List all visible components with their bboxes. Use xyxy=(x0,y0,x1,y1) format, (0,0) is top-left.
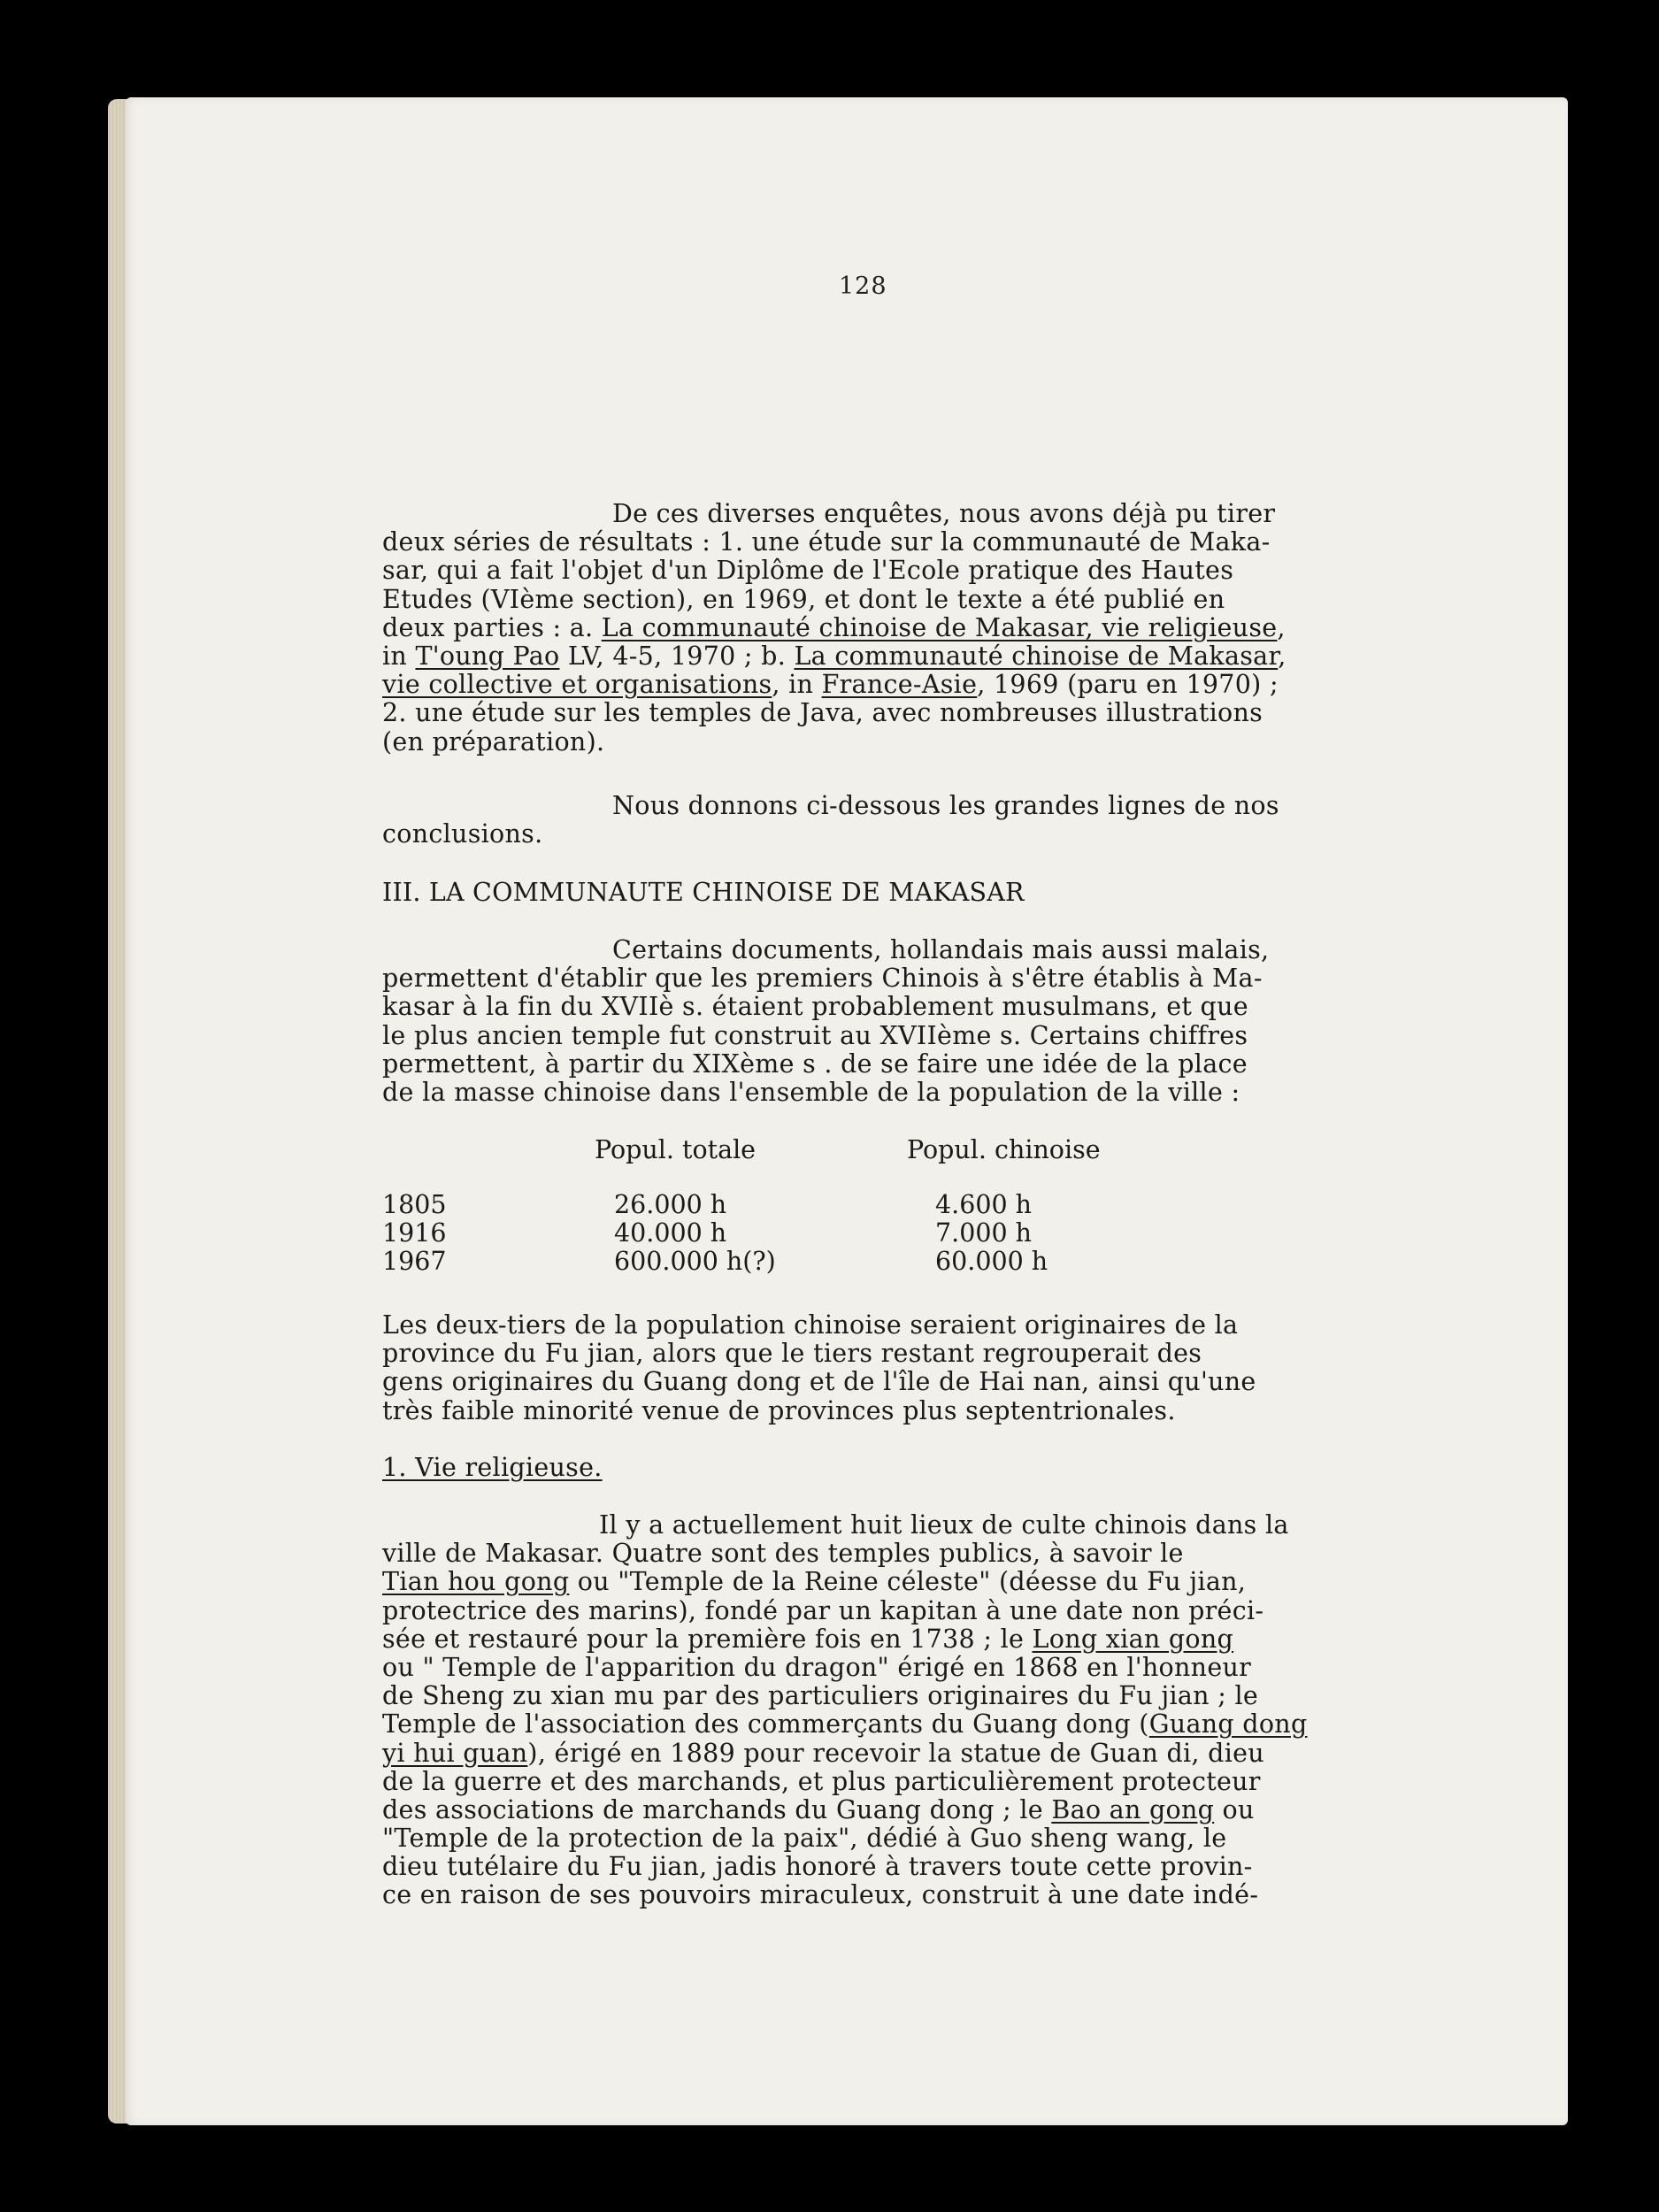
text-segment: in xyxy=(382,641,416,671)
text-line xyxy=(382,1740,1426,1768)
text-line xyxy=(382,1682,1426,1710)
text-segment: ), érigé en 1889 pour recevoir la statue de Guan di, dieu xyxy=(527,1738,1264,1768)
underlined-reference: Long xian gong xyxy=(1032,1624,1234,1654)
text-segment: permettent, à partir du XIXème s . de se faire une idée de la place xyxy=(382,1048,1248,1079)
text-segment: sée et restauré pour la première fois en 1738 ; le xyxy=(382,1624,1033,1654)
text-line xyxy=(382,528,1426,557)
paragraph-lieux-de-culte xyxy=(382,1511,1426,1910)
subheading-text: 1. Vie religieuse. xyxy=(382,1453,603,1482)
text-line xyxy=(382,1568,1426,1596)
text-segment: gens originaires du Guang dong et de l'île de Hai nan, ainsi qu'une xyxy=(382,1367,1256,1397)
text-line xyxy=(382,614,1426,642)
text-line xyxy=(382,1540,1426,1568)
text-segment: Temple de l'association des commerçants du Guang dong ( xyxy=(382,1709,1149,1740)
table-cell-year: 1967 xyxy=(382,1247,447,1276)
text-line xyxy=(382,557,1426,585)
text-line xyxy=(382,586,1426,614)
text-line xyxy=(382,1311,1426,1340)
text-segment: province du Fu jian, alors que le tiers restant regrouperait des xyxy=(382,1339,1202,1369)
text-segment: très faible minorité venue de provinces plus septentrionales. xyxy=(382,1395,1176,1425)
text-line xyxy=(382,1340,1426,1368)
text-line xyxy=(382,820,1426,849)
text-segment: Les deux-tiers de la population chinoise seraient originaires de la xyxy=(382,1310,1239,1340)
page-number: 128 xyxy=(839,273,887,300)
underlined-reference: yi hui guan xyxy=(382,1738,528,1768)
text-line xyxy=(382,964,1426,993)
text-segment: "Temple de la protection de la paix", dédié à Guo sheng wang, le xyxy=(382,1824,1227,1854)
text-line xyxy=(382,1710,1426,1739)
underlined-reference: T'oung Pao xyxy=(415,641,560,671)
underlined-reference: France-Asie xyxy=(821,670,978,700)
section-heading xyxy=(382,879,1426,907)
text-segment: , in xyxy=(772,670,822,700)
table-cell-chinese: 60.000 h xyxy=(935,1247,1048,1276)
subheading-vie-religieuse xyxy=(382,1454,1426,1482)
table-cell-total: 40.000 h xyxy=(614,1218,727,1248)
text-line xyxy=(382,792,1426,820)
text-segment: , 1969 (paru en 1970) ; xyxy=(977,670,1279,700)
paragraph-documents xyxy=(382,936,1426,1107)
text-segment: , xyxy=(1277,612,1286,642)
text-line xyxy=(382,699,1426,727)
text-segment: sar, qui a fait l'objet d'un Diplôme de l'Ecole pratique des Hautes xyxy=(382,556,1234,586)
text-segment: kasar à la fin du XVIIè s. étaient probablement musulmans, et que xyxy=(382,992,1248,1022)
text-segment: LV, 4-5, 1970 ; b. xyxy=(559,641,795,671)
text-line xyxy=(382,1654,1426,1682)
text-segment: conclusions. xyxy=(382,819,543,849)
text-segment: Etudes (VIème section), en 1969, et dont le texte a été publié en xyxy=(382,584,1225,614)
text-segment: ce en raison de ses pouvoirs miraculeux, construit à une date indé- xyxy=(382,1880,1259,1910)
text-segment: 2. une étude sur les temples de Java, avec nombreuses illustrations xyxy=(382,698,1263,728)
table-cell-year: 1805 xyxy=(382,1190,447,1219)
text-segment: deux séries de résultats : 1. une étude sur la communauté de Maka- xyxy=(382,527,1271,557)
text-line xyxy=(382,1511,1426,1540)
text-line xyxy=(382,671,1426,699)
text-segment: de la guerre et des marchands, et plus particulièrement protecteur xyxy=(382,1766,1261,1796)
text-line xyxy=(382,1881,1426,1909)
text-segment: ou xyxy=(1214,1794,1255,1824)
text-line xyxy=(382,1397,1426,1425)
underlined-reference: La communauté chinoise de Makasar xyxy=(794,641,1279,671)
text-segment: Il y a actuellement huit lieux de culte chinois dans la xyxy=(599,1510,1289,1540)
text-line xyxy=(382,1853,1426,1881)
text-line xyxy=(382,1768,1426,1796)
text-segment: Nous donnons ci-dessous les grandes lignes de nos xyxy=(612,791,1279,820)
text-line xyxy=(382,1824,1426,1853)
underlined-reference: Guang dong xyxy=(1148,1709,1308,1740)
section-heading-text: III. LA COMMUNAUTE CHINOISE DE MAKASAR xyxy=(382,878,1025,907)
table-header-chinese: Popul. chinoise xyxy=(907,1135,1101,1164)
text-line xyxy=(382,1597,1426,1625)
text-segment: permettent d'établir que les premiers Chinois à s'être établis à Ma- xyxy=(382,964,1263,994)
underlined-reference: Tian hou gong xyxy=(382,1567,570,1597)
underlined-reference: Bao an gong xyxy=(1051,1794,1215,1824)
paragraph-origins xyxy=(382,1311,1426,1425)
text-line xyxy=(382,1796,1426,1824)
text-line xyxy=(382,1050,1426,1079)
table-cell-total: 600.000 h(?) xyxy=(614,1247,776,1276)
text-segment: (en préparation). xyxy=(382,726,605,757)
text-segment: deux parties : a. xyxy=(382,612,602,642)
text-segment: dieu tutélaire du Fu jian, jadis honoré à travers toute cette provin- xyxy=(382,1852,1253,1882)
paragraph-enquetes xyxy=(382,500,1426,757)
text-segment: le plus ancien temple fut construit au XVIIème s. Certains chiffres xyxy=(382,1020,1248,1050)
text-segment: ou "Temple de la Reine céleste" (déesse du Fu jian, xyxy=(569,1567,1247,1597)
table-cell-chinese: 7.000 h xyxy=(935,1218,1033,1248)
table-cell-chinese: 4.600 h xyxy=(935,1190,1033,1219)
text-line xyxy=(382,993,1426,1021)
text-segment: de Sheng zu xian mu par des particuliers originaires du Fu jian ; le xyxy=(382,1681,1259,1711)
text-line xyxy=(382,1022,1426,1050)
table-header-total: Popul. totale xyxy=(595,1135,757,1164)
text-line xyxy=(382,728,1426,757)
text-segment: de la masse chinoise dans l'ensemble de la population de la ville : xyxy=(382,1077,1240,1107)
underlined-reference: vie collective et organisations xyxy=(382,670,772,700)
text-line xyxy=(382,1625,1426,1654)
text-line xyxy=(382,500,1426,528)
underlined-reference: La communauté chinoise de Makasar, vie religieuse xyxy=(601,612,1278,642)
text-line xyxy=(382,1079,1426,1107)
text-segment: De ces diverses enquêtes, nous avons déjà pu tirer xyxy=(612,499,1276,528)
table-cell-total: 26.000 h xyxy=(614,1190,727,1219)
text-segment: , xyxy=(1278,641,1286,671)
text-segment: ville de Makasar. Quatre sont des temples publics, à savoir le xyxy=(382,1539,1184,1569)
text-segment: ou " Temple de l'apparition du dragon" érigé en 1868 en l'honneur xyxy=(382,1652,1252,1682)
text-segment: Certains documents, hollandais mais aussi malais, xyxy=(612,935,1270,964)
text-segment: des associations de marchands du Guang dong ; le xyxy=(382,1794,1052,1824)
table-cell-year: 1916 xyxy=(382,1218,447,1248)
text-line xyxy=(382,1368,1426,1396)
text-segment: protectrice des marins), fondé par un kapitan à une date non préci- xyxy=(382,1595,1264,1625)
paragraph-conclusions xyxy=(382,792,1426,849)
text-line xyxy=(382,642,1426,671)
text-line xyxy=(382,936,1426,964)
